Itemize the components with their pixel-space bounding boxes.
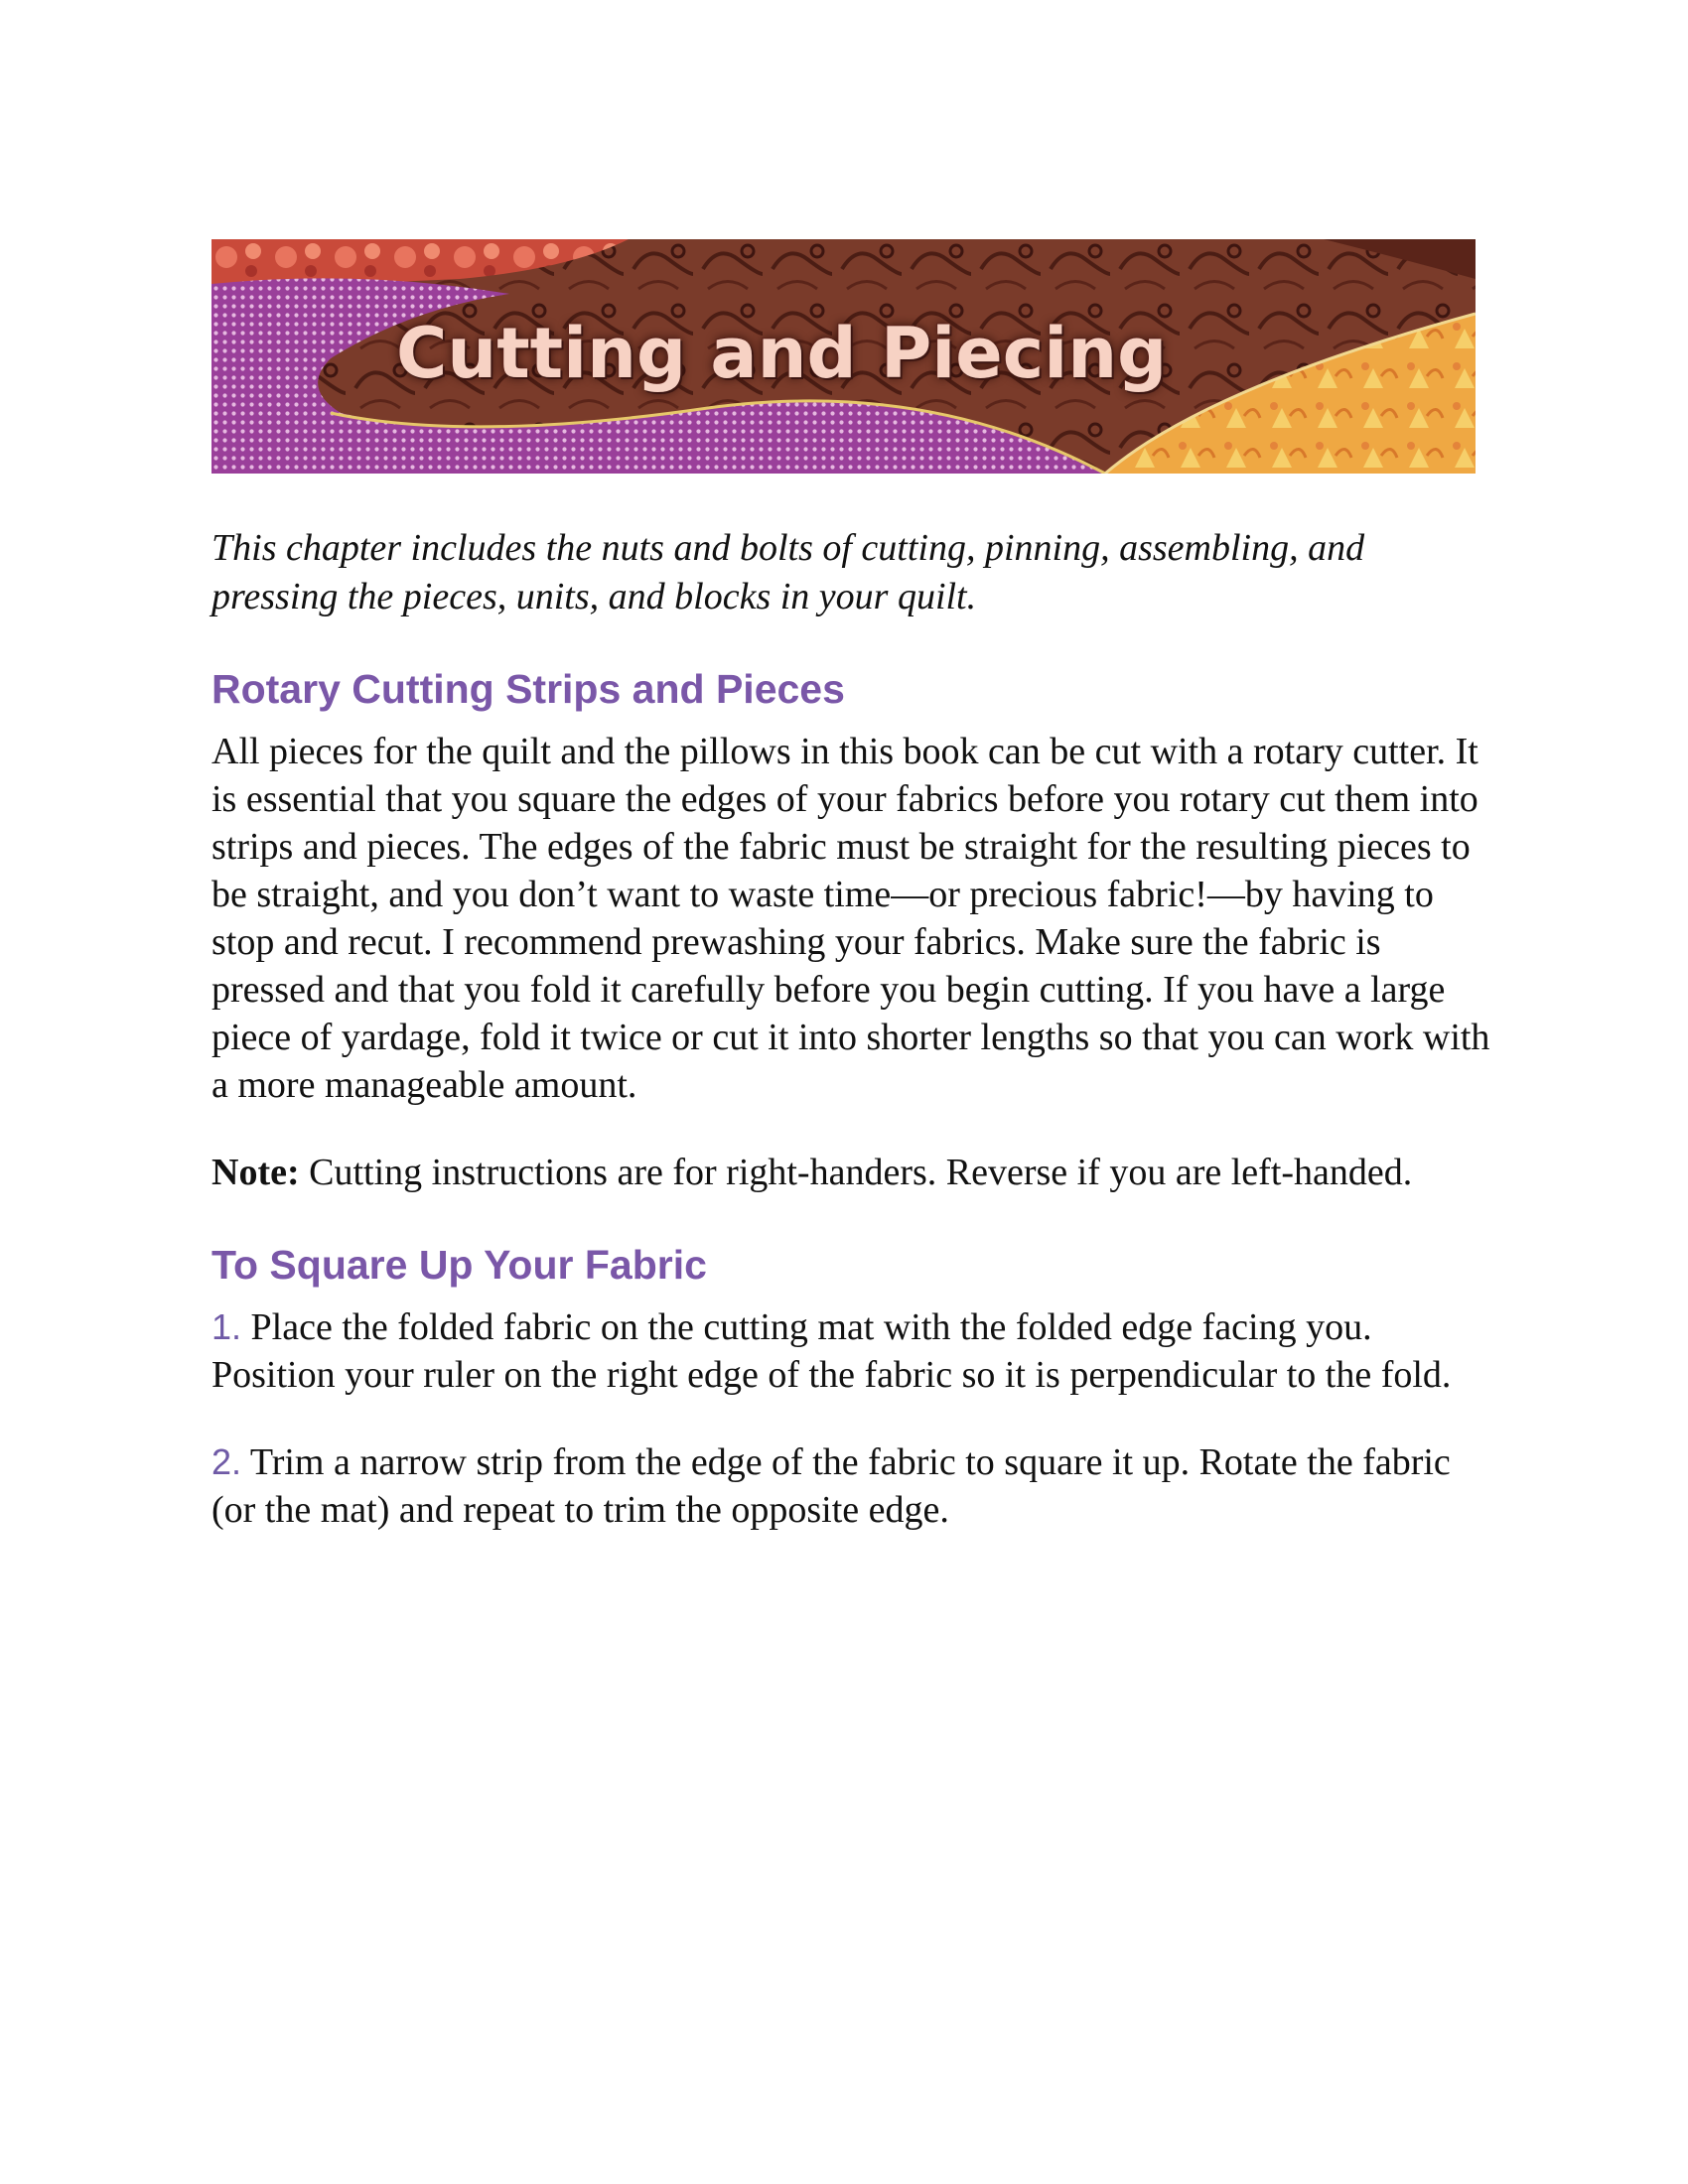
note-paragraph	[211, 1149, 1492, 1196]
step-text: Place the folded fabric on the cutting mat with the folded edge facing you. Position your ruler on the right edge of the fabric so it is perpendicular to the fold.	[211, 1306, 1452, 1396]
chapter-title: Cutting and Piecing	[396, 313, 1168, 394]
note-text: Cutting instructions are for right-handers. Reverse if you are left-handed.	[299, 1152, 1413, 1193]
section-heading-square-up: To Square Up Your Fabric	[211, 1242, 707, 1288]
step-text: Trim a narrow strip from the edge of the fabric to square it up. Rotate the fabric (or the mat) and repeat to trim the opposite edge.	[211, 1441, 1451, 1531]
page-content	[211, 524, 1492, 1534]
step-number: 1.	[211, 1306, 242, 1347]
note-label: Note:	[211, 1152, 300, 1193]
rotary-cutting-paragraph: All pieces for the quilt and the pillows in this book can be cut with a rotary cutter. It is essential that you square the edges of your fabrics before you rotary cut them into strips and pieces. The edges of the fabric must be straight for the resulting pieces to be straight, and you don’t want to waste time—or precious fabric!—by having to stop and recut. I recommend prewashing your fabrics. Make sure the fabric is pressed and that you fold it carefully before you begin cutting. If you have a large piece of yardage, fold it twice or cut it into shorter lengths so that you can work with a more manageable amount.	[211, 731, 1490, 1106]
step-1	[211, 1303, 1492, 1399]
step-number: 2.	[211, 1441, 242, 1482]
step-2	[211, 1438, 1492, 1534]
chapter-banner	[211, 239, 1476, 474]
section-heading-rotary-cutting: Rotary Cutting Strips and Pieces	[211, 666, 845, 712]
chapter-intro: This chapter includes the nuts and bolts of cutting, pinning, assembling, and pressing the pieces, units, and blocks in your quilt.	[211, 527, 1365, 617]
